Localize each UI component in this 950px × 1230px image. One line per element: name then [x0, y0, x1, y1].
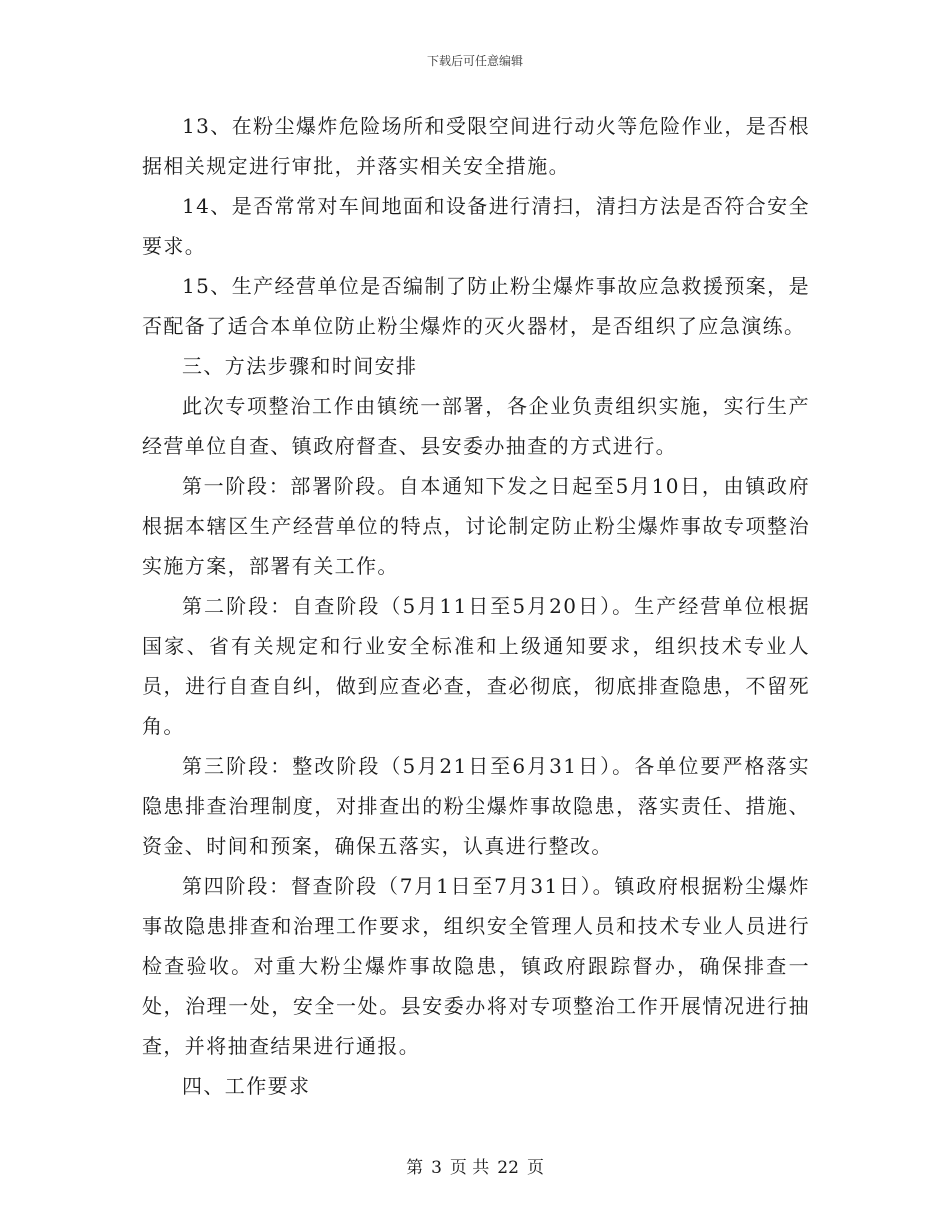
page-footer — [0, 1153, 950, 1178]
paragraph-phase-1: 第一阶段：部署阶段。自本通知下发之日起至5月10日，由镇政府根据本辖区生产经营单位的特点，讨论制定防止粉尘爆炸事故专项整治实施方案，部署有关工作。 — [142, 474, 810, 578]
page-header: 下载后可任意编辑 — [426, 54, 523, 68]
footer-current-page: 3 — [431, 1158, 442, 1178]
footer-middle: 页 共 — [449, 1158, 490, 1178]
section-heading-3: 三、方法步骤和时间安排 — [182, 354, 418, 378]
paragraph-phase-2: 第二阶段：自查阶段（5月11日至5月20日）。生产经营单位根据国家、省有关规定和行业安全标准和上级通知要求，组织技术专业人员，进行自查自纠，做到应查必查，查必彻底，彻底排查隐患，不留死角。 — [142, 594, 810, 738]
footer-total-pages: 22 — [497, 1158, 519, 1178]
paragraph-item-13: 13、在粉尘爆炸危险场所和受限空间进行动火等危险作业，是否根据相关规定进行审批，并落实相关安全措施。 — [142, 114, 810, 178]
footer-suffix: 页 — [526, 1158, 544, 1178]
footer-prefix: 第 — [406, 1158, 424, 1178]
section-heading-4: 四、工作要求 — [182, 1074, 311, 1098]
paragraph-item-15: 15、生产经营单位是否编制了防止粉尘爆炸事故应急救援预案，是否配备了适合本单位防止粉尘爆炸的灭火器材，是否组织了应急演练。 — [142, 274, 810, 338]
paragraph-phase-3: 第三阶段：整改阶段（5月21日至6月31日）。各单位要严格落实隐患排查治理制度，对排查出的粉尘爆炸事故隐患，落实责任、措施、资金、时间和预案，确保五落实，认真进行整改。 — [142, 754, 810, 858]
paragraph-phase-4: 第四阶段：督查阶段（7月1日至7月31日）。镇政府根据粉尘爆炸事故隐患排查和治理工作要求，组织安全管理人员和技术专业人员进行检查验收。对重大粉尘爆炸事故隐患，镇政府跟踪督办，确保排查一处，治理一处，安全一处。县安委办将对专项整治工作开展情况进行抽查，并将抽查结果进行通报。 — [142, 874, 810, 1058]
document-body — [142, 106, 810, 1106]
paragraph-overview: 此次专项整治工作由镇统一部署，各企业负责组织实施，实行生产经营单位自查、镇政府督查、县安委办抽查的方式进行。 — [142, 394, 810, 458]
paragraph-item-14: 14、是否常常对车间地面和设备进行清扫，清扫方法是否符合安全要求。 — [142, 194, 810, 258]
